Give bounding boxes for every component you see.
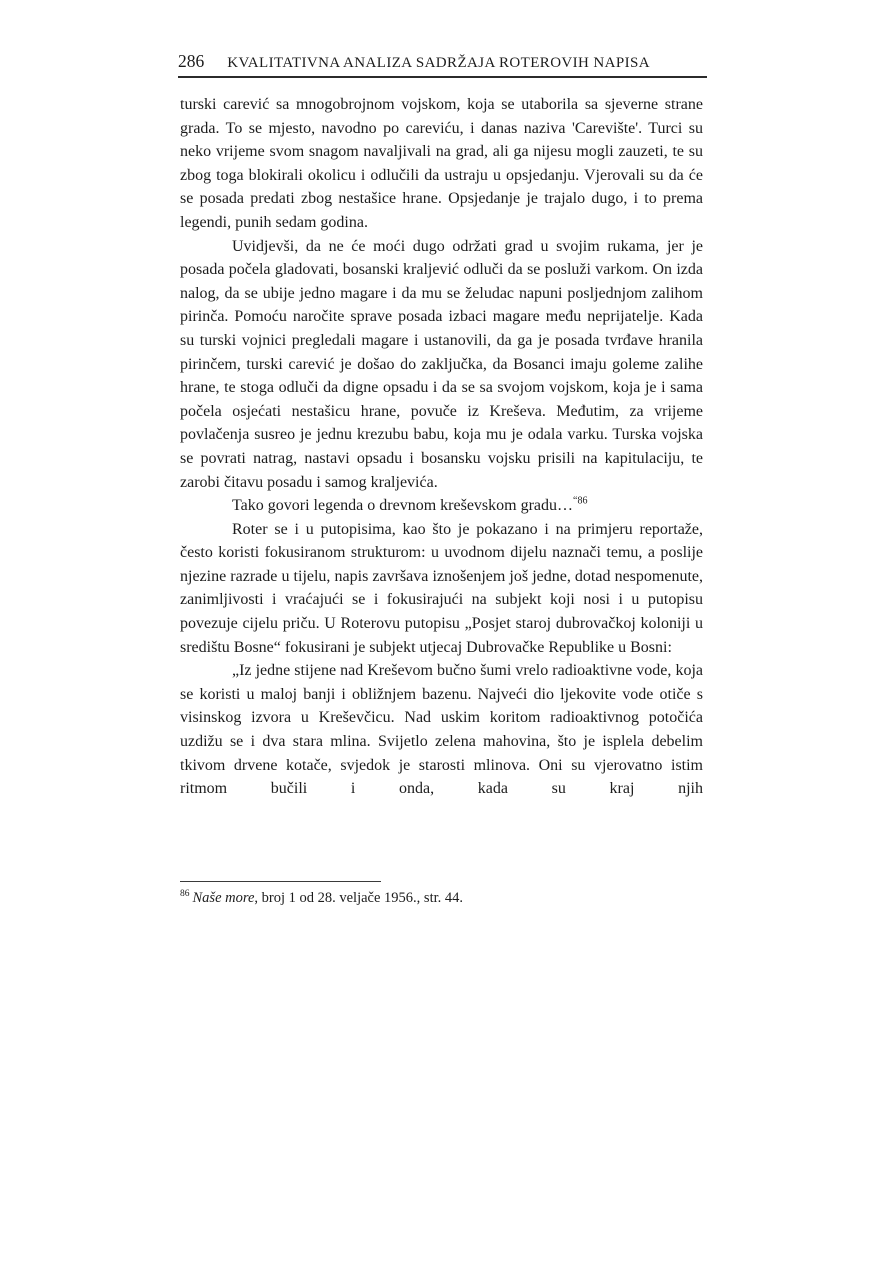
paragraph-analysis: Roter se i u putopisima, kao što je pokazano i na primjeru reportaže, često koristi fokusiranom strukturom: u uvodnom dijelu naznači temu, a poslije njezine razrade u tijelu, napis završava iznošenjem još jedne, dotad nespomenute, zanimljivosti i vraćajući se i fokusirajući na subjekt koji nosi i u putopisu povezuje cijelu priču. U Roterovu putopisu „Posjet staroj dubrovačkoj koloniji u središtu Bosne“ fokusirani je subjekt utjecaj Dubrovačke Republike u Bosni:	[180, 520, 703, 656]
footnote-separator	[180, 881, 381, 882]
footnote-reference-86: “86	[573, 495, 588, 507]
paragraph-quote-closing	[180, 494, 703, 518]
page-number: 286	[178, 51, 205, 71]
footnote-number: 86	[180, 889, 190, 900]
body-text	[180, 93, 703, 801]
footnote-source-title: Naše more	[192, 890, 255, 906]
footnote	[180, 888, 703, 908]
running-head-title: KVALITATIVNA ANALIZA SADRŽAJA ROTEROVIH NAPISA	[227, 55, 651, 71]
quote-closing-text: Tako govori legenda o drevnom kreševskom gradu…	[232, 497, 574, 515]
page-header	[178, 51, 707, 78]
paragraph-continuation: turski carević sa mnogobrojnom vojskom, koja se utaborila sa sjeverne strane grada. To se mjesto, navodno po careviću, i danas naziva 'Carevište'. Turci su neko vrijeme svom snagom navaljivali na grad, ali ga nijesu mogli zauzeti, te su zbog toga blokirali okolicu i odlučili da ustraju u opsjedanju. Vjerovali su da će se posada predati zbog nestašice hrane. Opsjedanje je trajalo dugo, i to prema legendi, punih sedam godina.	[180, 96, 703, 231]
footnote-citation: , broj 1 od 28. veljače 1956., str. 44.	[254, 890, 463, 906]
paragraph-legend: Uvidjevši, da ne će moći dugo održati grad u svojim rukama, jer je posada počela gladovati, bosanski kraljević odluči da se posluži varkom. On izda nalog, da se ubije jedno magare i da mu se želudac napuni posljednjom zalihom pirinča. Pomoću naročite sprave posada izbaci magare među neprijatelje. Kada su turski vojnici pregledali magare i ustanovili, da ga je posada tvrđave hranila pirinčem, turski carević je došao do zaključka, da Bosanci imaju goleme zalihe hrane, te stoga odluči da digne opsadu i da se sa svojom vojskom, koja je i sama počela osjećati nestašicu hrane, povuče iz Kreševa. Međutim, za vrijeme povlačenja susreo je jednu krezubu babu, koja mu je odala varku. Turska vojska se povrati natrag, nastavi opsadu i bosansku vojsku prisili na kapitulaciju, te zarobi čitavu posadu i samog kraljevića.	[180, 237, 703, 491]
footnote-area	[180, 881, 703, 908]
paragraph-travelogue-quote: „Iz jedne stijene nad Kreševom bučno šumi vrelo radioaktivne vode, koja se koristi u maloj banji i obližnjem bazenu. Najveći dio ljekovite vode otiče s visinskog izvora u Kreševčicu. Nad uskim koritom radioaktivnog potočića uzdižu se i dva stara mlina. Svijetlo zelena mahovina, što je isplela debelim tkivom drvene kotače, svjedok je starosti mlinova. Oni su vjerovatno istim ritmom bučili i onda, kada su kraj njih	[180, 662, 703, 798]
